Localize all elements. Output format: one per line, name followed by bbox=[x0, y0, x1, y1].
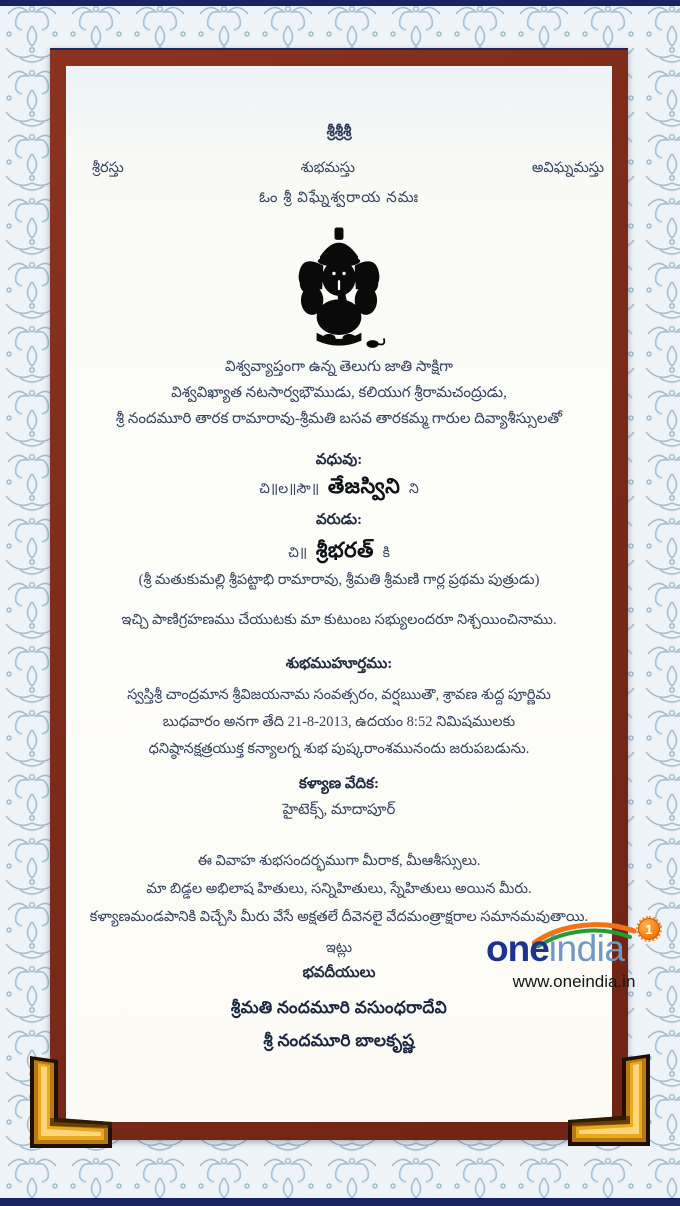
gold-corner-bracket-left bbox=[26, 1056, 112, 1152]
venue-value: హైటెక్స్, మాదాపూర్ bbox=[282, 802, 396, 818]
groom-name: శ్రీభరత్ bbox=[315, 538, 374, 562]
intro-line-3: శ్రీ నందమూరి తారక రామారావు-శ్రీమతి బసవ తారకమ్మ గారుల దివ్యాశీస్సులతో bbox=[115, 411, 563, 427]
muhurtham-line-3: ధనిష్ఠానక్షత్రయుక్త కన్యాలగ్న శుభ పుష్కరాంశమునందు జరుపబడును. bbox=[148, 741, 530, 757]
closing-yours: భవదీయులు bbox=[302, 965, 376, 981]
guest-line-1: ఈ వివాహ శుభసందర్భముగా మీరాక, మీఆశీస్సులు. bbox=[197, 853, 481, 869]
guest-blessing-lines bbox=[66, 847, 612, 931]
groom-heading: వరుడు: bbox=[315, 512, 363, 528]
bride-suffix: ని bbox=[409, 482, 419, 497]
blessing-right: అవిఘ్నమస్తు bbox=[531, 160, 604, 176]
muhurtham-line-2: బుధవారం అనగా తేది 21-8-2013, ఉదయం 8:52 నిమిషములకు bbox=[162, 714, 516, 730]
oneindia-one: one bbox=[486, 928, 549, 969]
oneindia-watermark bbox=[486, 921, 662, 992]
signatory-1: శ్రీమతి నందమూరి వసుంధరాదేవి bbox=[230, 998, 448, 1017]
blessing-row bbox=[66, 160, 612, 180]
muhurtham-line-1: స్వస్తిశ్రీ చాంద్రమాన శ్రీవిజయనామ సంవత్సరం, వర్షఋతౌ, శ్రావణ శుద్ద పూర్ణిమ bbox=[127, 687, 551, 703]
intro-line-2: విశ్వవిఖ్యాత నటసార్వభౌముడు, కలియుగ శ్రీరామచంద్రుడు, bbox=[171, 385, 507, 401]
oneindia-india: india bbox=[548, 928, 625, 969]
badge-1-icon: 1 bbox=[638, 918, 660, 940]
sri-sri-sri: శ్రీశ్రీశ్రీ bbox=[326, 124, 352, 140]
bride-name: తేజస్విని bbox=[327, 474, 401, 498]
guest-line-2: మా బిడ్డల అభిలాష హితులు, సన్నిహితులు, స్నేహితులు అయిన మీరు. bbox=[146, 881, 532, 897]
decision-line: ఇచ్చి పాణిగ్రహణము చేయుటకు మా కుటుంబ సభ్యులందరూ నిశ్చయించినాము. bbox=[121, 612, 557, 628]
closing-itlu: ఇట్లు bbox=[325, 940, 353, 956]
oneindia-wordmark bbox=[486, 928, 624, 970]
bride-prefix: చి॥ల॥సౌ॥ bbox=[259, 482, 320, 497]
oneindia-logo bbox=[486, 921, 662, 972]
signatory-2: శ్రీ నందమూరి బాలకృష్ణ bbox=[263, 1031, 415, 1050]
blessing-center: శుభమస్తు bbox=[300, 160, 355, 176]
gold-corner-bracket-right bbox=[568, 1054, 654, 1150]
venue-heading: కళ్యాణ వేదిక: bbox=[299, 776, 379, 792]
oneindia-url: www.oneindia.in bbox=[512, 972, 636, 991]
intro-line-1: విశ్వవ్యాప్తంగా ఉన్న తెలుగు జాతి సాక్షిగా bbox=[224, 359, 454, 375]
intro-blessing-lines bbox=[66, 354, 612, 432]
groom-parents-line: (శ్రీ మతుకుమల్లి శ్రీపట్టాభి రామారావు, శ్రీమతి శ్రీమణి గార్ల ప్రథమ పుత్రుడు) bbox=[138, 572, 540, 588]
ganesha-mantra: ఓం శ్రీ విఘ్నేశ్వరాయ నమః bbox=[258, 190, 420, 206]
ganesha-icon bbox=[66, 226, 612, 350]
muhurtham-body bbox=[66, 682, 612, 763]
bride-line bbox=[66, 474, 612, 504]
guest-line-3: కళ్యాణమండపానికి విచ్చేసి మీరు వేసే అక్షతలే దీవెనలై వేదమంత్రాక్షరాల సమానమవుతాయి. bbox=[89, 909, 589, 925]
blessing-left: శ్రీరస్తు bbox=[92, 160, 124, 176]
groom-line bbox=[66, 538, 612, 568]
muhurtham-heading: శుభముహూర్తము: bbox=[285, 656, 393, 672]
bride-heading: వధువు: bbox=[315, 452, 363, 468]
groom-prefix: చి॥ bbox=[288, 546, 308, 561]
groom-suffix: కి bbox=[382, 546, 390, 561]
